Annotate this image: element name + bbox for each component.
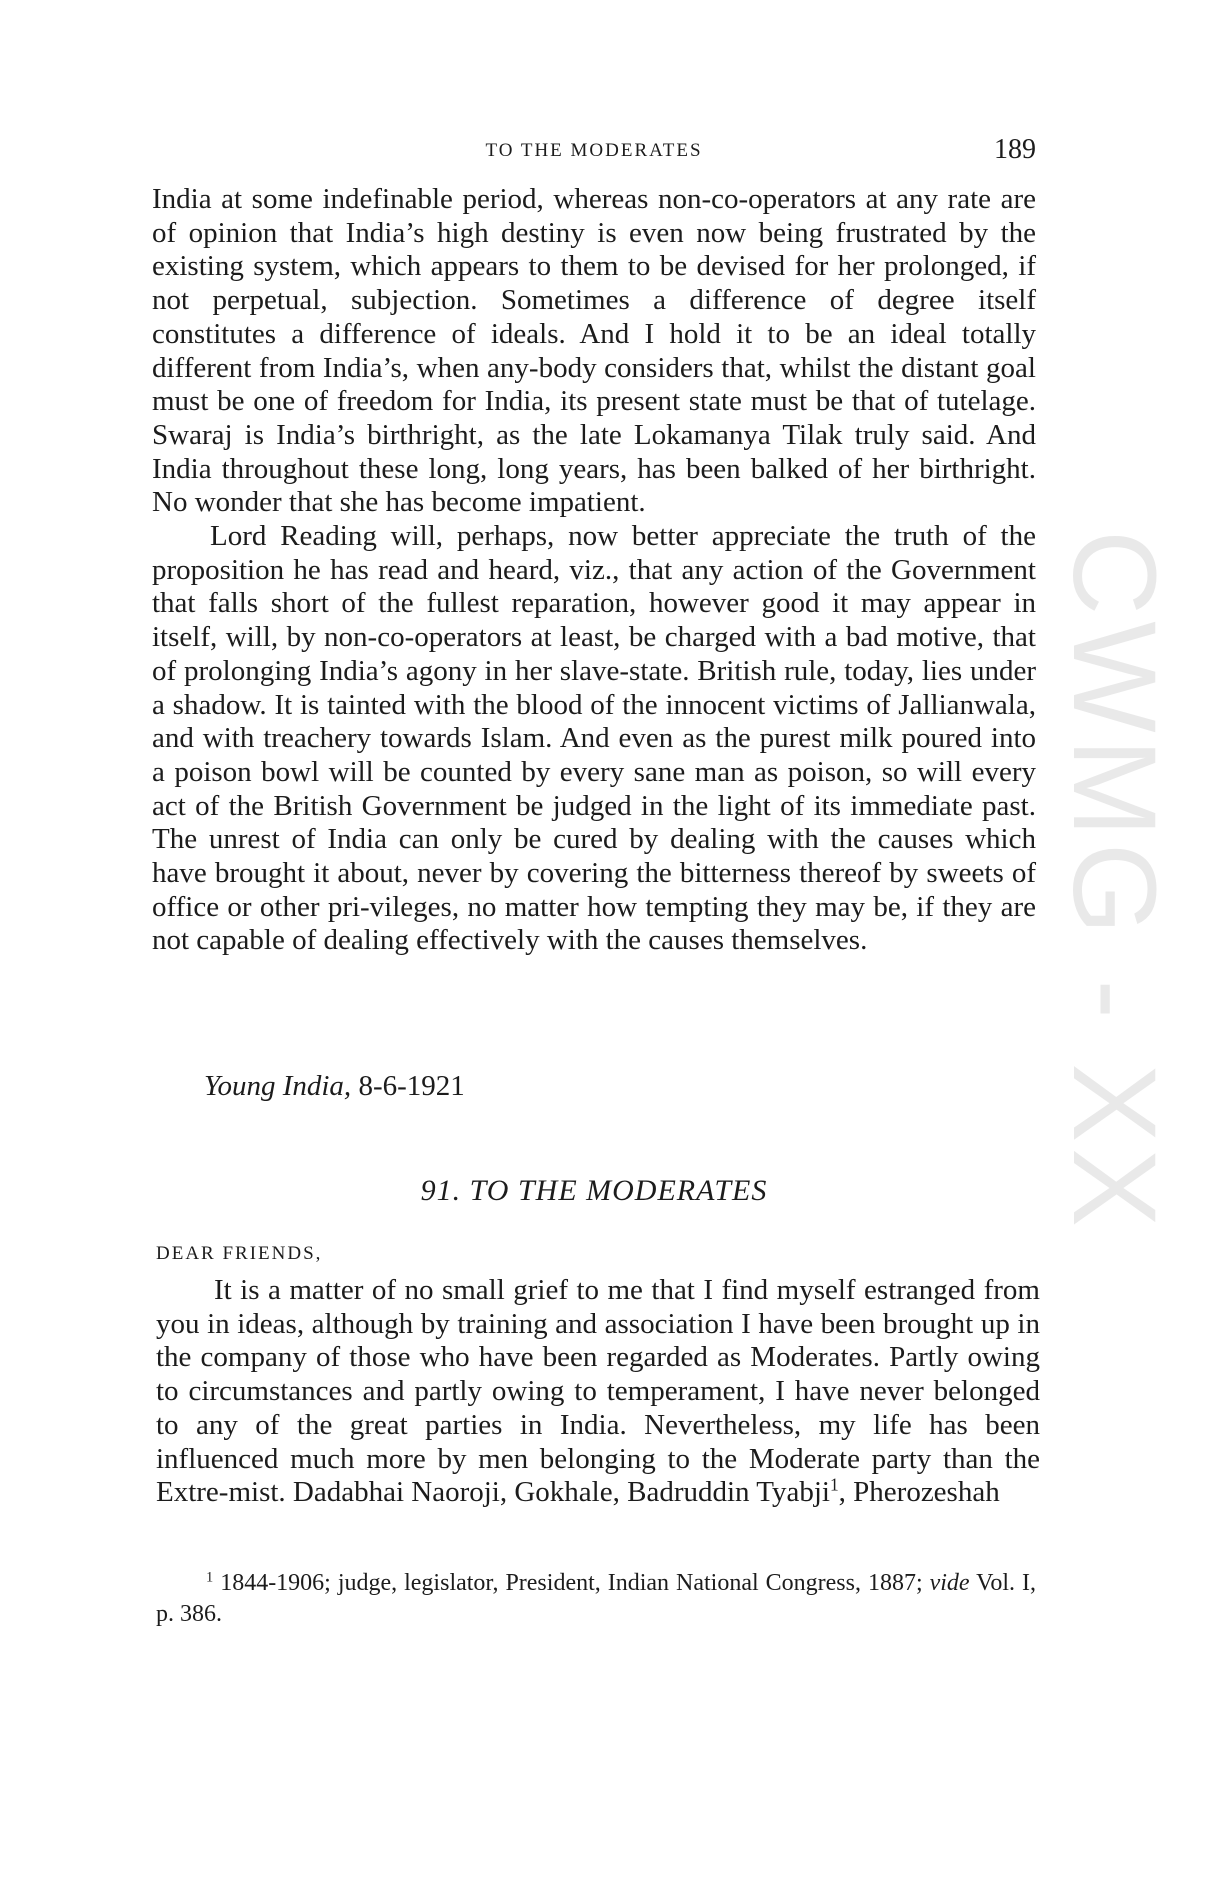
footnote-reference[interactable]: 1: [829, 1474, 839, 1495]
paragraph-continued: India at some indefinable period, whereas non-co-operators at any rate are of opinion that India’s high destiny is even now being frustrated by the existing system, which appears to them to be devised for her prolonged, if not perpetual, subjection. Sometimes a difference of degree itself constitutes a difference of ideals. And I hold it to be an ideal totally different from India’s, when any-body considers that, whilst the distant goal must be one of freedom for India, its present state must be that of tutelage. Swaraj is India’s birthright, as the late Lokamanya Tilak truly said. And India throughout these long, long years, has been balked of her birthright. No wonder that she has become impatient.: [152, 183, 1036, 519]
source-date: 8-6-1921: [358, 1070, 465, 1102]
paragraph-lord-reading: Lord Reading will, perhaps, now better appreciate the truth of the proposition he has read and heard, viz., that any action of the Government that falls short of the fullest reparation, however good it may appear in itself, will, by non-co-operators at least, be charged with a bad motive, that of prolonging India’s agony in her slave-state. British rule, today, lies under a shadow. It is tainted with the blood of the innocent victims of Jallianwala, and with treachery towards Islam. And even as the purest milk poured into a poison bowl will be counted by every sane man as poison, so will every act of the British Government be judged in the light of its immediate past. The unrest of India can only be cured by dealing with the causes which have brought it about, never by covering the bitterness thereof by sweets of office or other pri-vileges, no matter how tempting they may be, if they are not capable of dealing effectively with the causes themselves.: [152, 520, 1036, 957]
page-number: 189: [994, 134, 1036, 165]
letter-text: [156, 1274, 1040, 1510]
footnote-reference-text: Vol. I, p. 386.: [156, 1570, 1037, 1627]
letter-text-part-2: , Pherozeshah: [838, 1476, 1000, 1509]
page-header: [152, 134, 1036, 174]
letter-paragraph: [156, 1274, 1040, 1510]
body-text: [152, 183, 1036, 958]
footnote-text: 1844-1906; judge, legislator, President, Indian National Congress, 1887;: [220, 1570, 923, 1596]
section-title: 91. TO THE MODERATES: [420, 1174, 768, 1207]
source-publication: Young India,: [204, 1070, 352, 1102]
source-citation: [204, 1070, 465, 1103]
footnote-marker: 1: [206, 1569, 214, 1586]
footnote-vide: vide: [929, 1570, 970, 1596]
letter-text-part-1: It is a matter of no small grief to me that I find myself estranged from you in ideas, although by training and association I have been brought up in the company of those who have been regarded as Moderates. Partly owing to circumstances and partly owing to temperament, I have never belonged to any of the great parties in India. Nevertheless, my life has been influenced much more by men belonging to the Moderate party than the Extre-mist. Dadabhai Naoroji, Gokhale, Badruddin Tyabji: [156, 1274, 1040, 1509]
salutation: DEAR FRIENDS,: [156, 1243, 323, 1264]
running-head: TO THE MODERATES: [485, 140, 703, 161]
footnote: [156, 1568, 1036, 1630]
watermark: CWMG - XX: [1048, 530, 1180, 1233]
